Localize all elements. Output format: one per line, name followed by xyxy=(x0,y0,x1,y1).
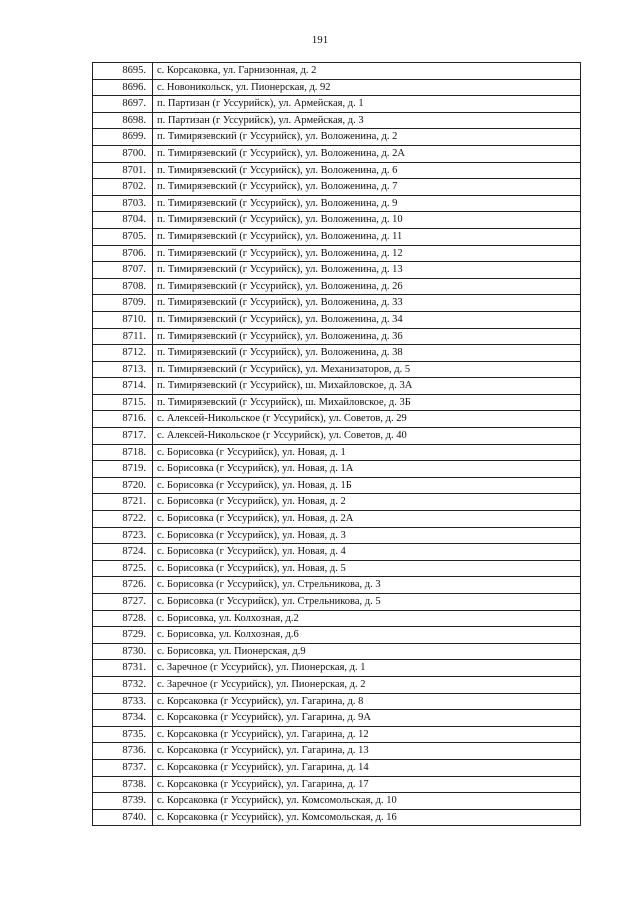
row-address: п. Тимирязевский (г Уссурийск), ул. Воложенина, д. 26 xyxy=(153,278,581,295)
table-row xyxy=(93,594,581,611)
row-address: п. Тимирязевский (г Уссурийск), ш. Михайловское, д. 3Б xyxy=(153,394,581,411)
row-number: 8739. xyxy=(93,793,153,810)
table-row xyxy=(93,245,581,262)
row-number: 8695. xyxy=(93,63,153,80)
row-number: 8702. xyxy=(93,179,153,196)
row-number: 8738. xyxy=(93,776,153,793)
row-address: п. Тимирязевский (г Уссурийск), ул. Воложенина, д. 34 xyxy=(153,311,581,328)
row-number: 8719. xyxy=(93,461,153,478)
table-row xyxy=(93,394,581,411)
table-row xyxy=(93,378,581,395)
row-number: 8737. xyxy=(93,759,153,776)
row-address: с. Корсаковка (г Уссурийск), ул. Комсомольская, д. 10 xyxy=(153,793,581,810)
row-address: с. Борисовка (г Уссурийск), ул. Стрельникова, д. 5 xyxy=(153,594,581,611)
table-row xyxy=(93,676,581,693)
table-row xyxy=(93,79,581,96)
row-number: 8704. xyxy=(93,212,153,229)
row-number: 8729. xyxy=(93,627,153,644)
row-address: п. Тимирязевский (г Уссурийск), ул. Воложенина, д. 11 xyxy=(153,228,581,245)
row-address: п. Тимирязевский (г Уссурийск), ул. Воложенина, д. 36 xyxy=(153,328,581,345)
row-address: п. Тимирязевский (г Уссурийск), ул. Воложенина, д. 6 xyxy=(153,162,581,179)
row-number: 8701. xyxy=(93,162,153,179)
row-address: с. Корсаковка (г Уссурийск), ул. Гагарина, д. 12 xyxy=(153,726,581,743)
table-row xyxy=(93,179,581,196)
row-address: с. Борисовка, ул. Колхозная, д.6 xyxy=(153,627,581,644)
table-row xyxy=(93,195,581,212)
row-number: 8730. xyxy=(93,643,153,660)
row-number: 8711. xyxy=(93,328,153,345)
row-number: 8714. xyxy=(93,378,153,395)
row-address: с. Корсаковка (г Уссурийск), ул. Комсомольская, д. 16 xyxy=(153,809,581,826)
row-number: 8707. xyxy=(93,262,153,279)
row-address: п. Тимирязевский (г Уссурийск), ул. Воложенина, д. 33 xyxy=(153,295,581,312)
row-address: п. Тимирязевский (г Уссурийск), ул. Воложенина, д. 7 xyxy=(153,179,581,196)
row-number: 8698. xyxy=(93,112,153,129)
row-number: 8712. xyxy=(93,345,153,362)
table-row xyxy=(93,444,581,461)
row-number: 8736. xyxy=(93,743,153,760)
row-number: 8726. xyxy=(93,577,153,594)
table-row xyxy=(93,776,581,793)
table-row xyxy=(93,345,581,362)
row-address: с. Заречное (г Уссурийск), ул. Пионерская, д. 1 xyxy=(153,660,581,677)
row-address: п. Тимирязевский (г Уссурийск), ул. Воложенина, д. 2А xyxy=(153,145,581,162)
table-row xyxy=(93,793,581,810)
row-address: с. Борисовка (г Уссурийск), ул. Новая, д. 2А xyxy=(153,511,581,528)
row-number: 8732. xyxy=(93,676,153,693)
row-number: 8720. xyxy=(93,477,153,494)
row-number: 8733. xyxy=(93,693,153,710)
row-address: с. Алексей-Никольское (г Уссурийск), ул. Советов, д. 29 xyxy=(153,411,581,428)
row-number: 8715. xyxy=(93,394,153,411)
row-address: п. Тимирязевский (г Уссурийск), ул. Воложенина, д. 12 xyxy=(153,245,581,262)
table-row xyxy=(93,511,581,528)
table-row xyxy=(93,477,581,494)
row-address: п. Тимирязевский (г Уссурийск), ул. Воложенина, д. 2 xyxy=(153,129,581,146)
row-number: 8718. xyxy=(93,444,153,461)
table-row xyxy=(93,295,581,312)
row-address: с. Корсаковка, ул. Гарнизонная, д. 2 xyxy=(153,63,581,80)
row-number: 8722. xyxy=(93,511,153,528)
row-number: 8705. xyxy=(93,228,153,245)
row-address: с. Новоникольск, ул. Пионерская, д. 92 xyxy=(153,79,581,96)
table-row xyxy=(93,112,581,129)
row-address: с. Борисовка (г Уссурийск), ул. Новая, д. 3 xyxy=(153,527,581,544)
table-row xyxy=(93,145,581,162)
row-number: 8721. xyxy=(93,494,153,511)
row-number: 8697. xyxy=(93,96,153,113)
table-row xyxy=(93,461,581,478)
row-number: 8708. xyxy=(93,278,153,295)
table-row xyxy=(93,212,581,229)
table-row xyxy=(93,129,581,146)
row-address: с. Борисовка (г Уссурийск), ул. Новая, д. 4 xyxy=(153,544,581,561)
row-address: п. Тимирязевский (г Уссурийск), ул. Механизаторов, д. 5 xyxy=(153,361,581,378)
row-address: с. Борисовка (г Уссурийск), ул. Стрельникова, д. 3 xyxy=(153,577,581,594)
row-number: 8727. xyxy=(93,594,153,611)
row-number: 8724. xyxy=(93,544,153,561)
row-address: п. Партизан (г Уссурийск), ул. Армейская, д. 3 xyxy=(153,112,581,129)
row-number: 8723. xyxy=(93,527,153,544)
table-row xyxy=(93,96,581,113)
row-number: 8699. xyxy=(93,129,153,146)
row-number: 8716. xyxy=(93,411,153,428)
row-address: п. Тимирязевский (г Уссурийск), ул. Воложенина, д. 9 xyxy=(153,195,581,212)
table-row xyxy=(93,743,581,760)
row-number: 8710. xyxy=(93,311,153,328)
row-address: п. Партизан (г Уссурийск), ул. Армейская, д. 1 xyxy=(153,96,581,113)
table-row xyxy=(93,726,581,743)
table-row xyxy=(93,262,581,279)
address-table xyxy=(92,62,581,826)
table-row xyxy=(93,361,581,378)
row-number: 8706. xyxy=(93,245,153,262)
table-row xyxy=(93,643,581,660)
table-row xyxy=(93,63,581,80)
row-address: с. Корсаковка (г Уссурийск), ул. Гагарина, д. 9А xyxy=(153,710,581,727)
table-row xyxy=(93,544,581,561)
row-address: с. Борисовка (г Уссурийск), ул. Новая, д. 1Б xyxy=(153,477,581,494)
address-table-body xyxy=(93,63,581,826)
table-row xyxy=(93,627,581,644)
row-address: п. Тимирязевский (г Уссурийск), ул. Воложенина, д. 10 xyxy=(153,212,581,229)
row-address: с. Корсаковка (г Уссурийск), ул. Гагарина, д. 17 xyxy=(153,776,581,793)
table-row xyxy=(93,328,581,345)
row-address: с. Заречное (г Уссурийск), ул. Пионерская, д. 2 xyxy=(153,676,581,693)
table-row xyxy=(93,660,581,677)
page-number: 191 xyxy=(311,34,329,46)
table-row xyxy=(93,759,581,776)
table-row xyxy=(93,527,581,544)
row-number: 8734. xyxy=(93,710,153,727)
row-number: 8709. xyxy=(93,295,153,312)
table-row xyxy=(93,228,581,245)
table-row xyxy=(93,560,581,577)
row-number: 8725. xyxy=(93,560,153,577)
row-address: с. Корсаковка (г Уссурийск), ул. Гагарина, д. 13 xyxy=(153,743,581,760)
table-row xyxy=(93,809,581,826)
row-address: п. Тимирязевский (г Уссурийск), ш. Михайловское, д. 3А xyxy=(153,378,581,395)
row-address: с. Борисовка (г Уссурийск), ул. Новая, д. 2 xyxy=(153,494,581,511)
table-row xyxy=(93,428,581,445)
row-address: с. Борисовка (г Уссурийск), ул. Новая, д. 5 xyxy=(153,560,581,577)
row-number: 8735. xyxy=(93,726,153,743)
table-row xyxy=(93,577,581,594)
row-number: 8717. xyxy=(93,428,153,445)
table-row xyxy=(93,162,581,179)
row-number: 8740. xyxy=(93,809,153,826)
table-row xyxy=(93,710,581,727)
table-row xyxy=(93,311,581,328)
row-address: п. Тимирязевский (г Уссурийск), ул. Воложенина, д. 13 xyxy=(153,262,581,279)
row-number: 8700. xyxy=(93,145,153,162)
row-number: 8728. xyxy=(93,610,153,627)
table-row xyxy=(93,411,581,428)
row-address: с. Борисовка, ул. Пионерская, д.9 xyxy=(153,643,581,660)
row-address: п. Тимирязевский (г Уссурийск), ул. Воложенина, д. 38 xyxy=(153,345,581,362)
row-address: с. Борисовка (г Уссурийск), ул. Новая, д. 1 xyxy=(153,444,581,461)
row-number: 8713. xyxy=(93,361,153,378)
table-row xyxy=(93,693,581,710)
row-address: с. Борисовка (г Уссурийск), ул. Новая, д. 1А xyxy=(153,461,581,478)
row-address: с. Борисовка, ул. Колхозная, д.2 xyxy=(153,610,581,627)
row-address: с. Алексей-Никольское (г Уссурийск), ул. Советов, д. 40 xyxy=(153,428,581,445)
row-number: 8696. xyxy=(93,79,153,96)
row-address: с. Корсаковка (г Уссурийск), ул. Гагарина, д. 14 xyxy=(153,759,581,776)
table-row xyxy=(93,494,581,511)
row-address: с. Корсаковка (г Уссурийск), ул. Гагарина, д. 8 xyxy=(153,693,581,710)
table-row xyxy=(93,610,581,627)
table-row xyxy=(93,278,581,295)
row-number: 8731. xyxy=(93,660,153,677)
row-number: 8703. xyxy=(93,195,153,212)
